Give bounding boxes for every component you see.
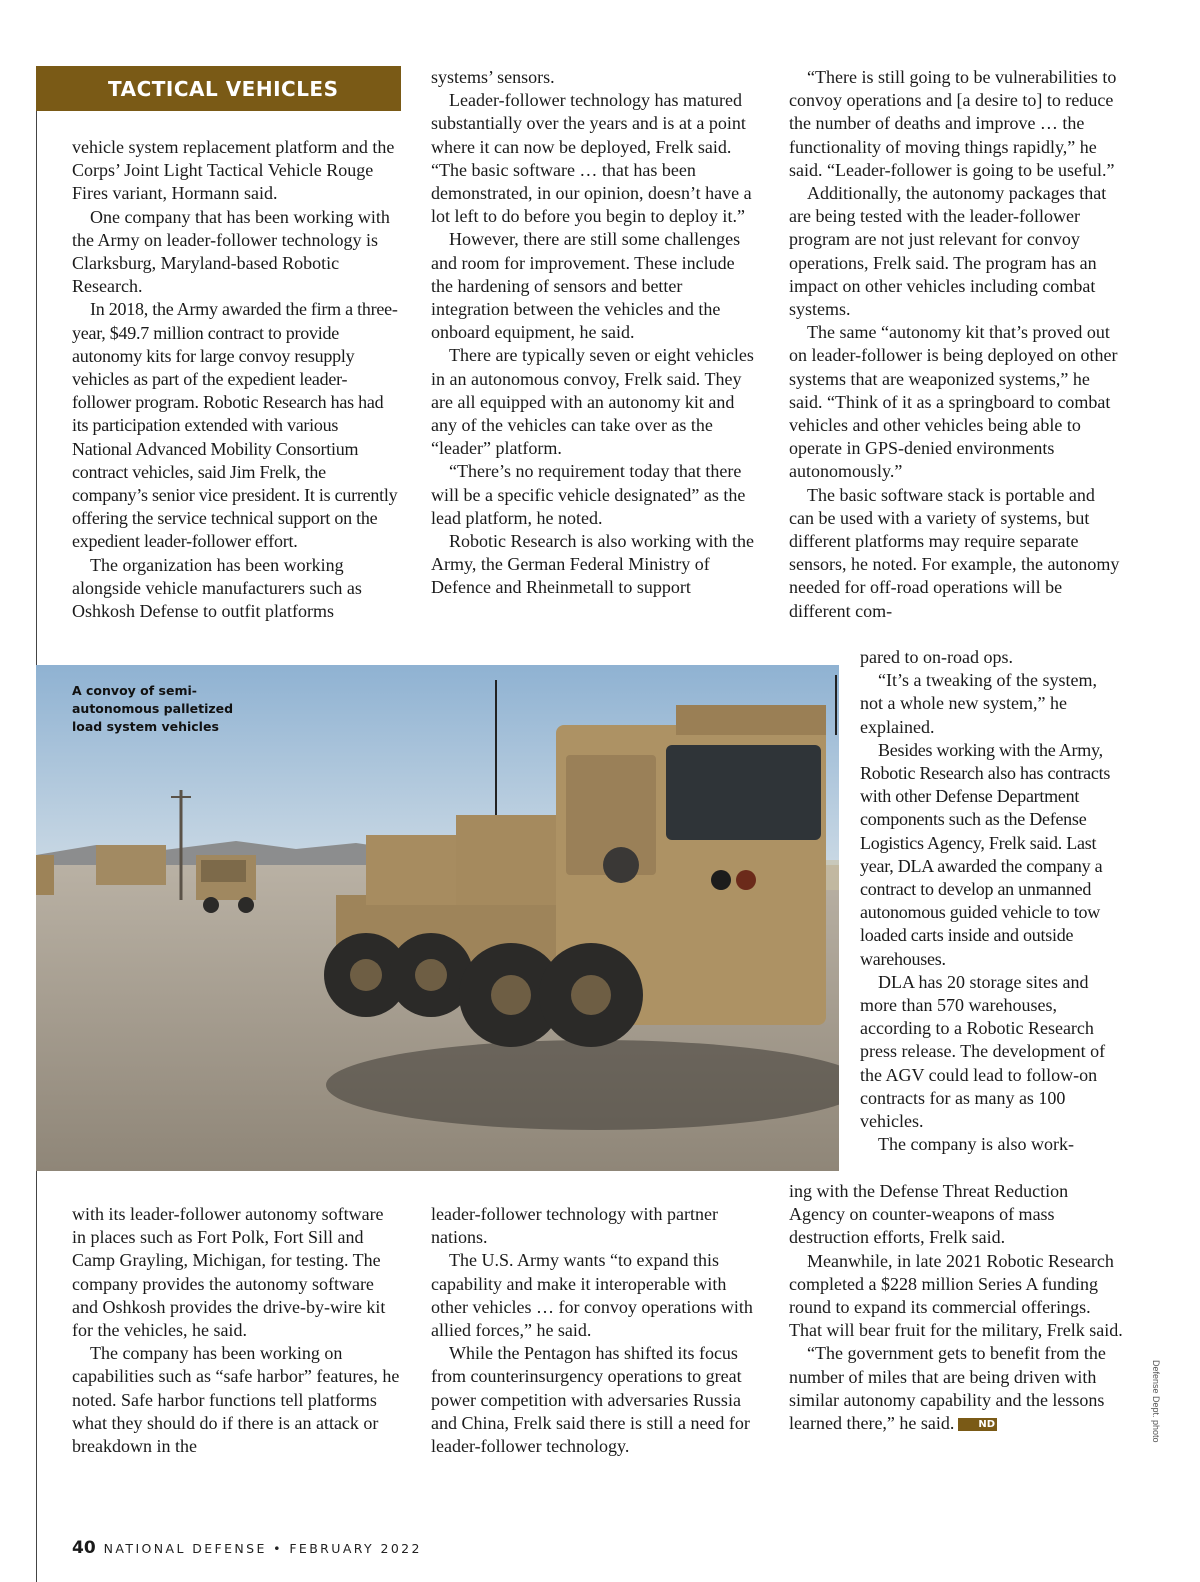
paragraph: The organization has been working alongside vehicle manufacturers such as Oshkosh Defense to outfit platforms [72,554,362,622]
column-1-bottom [72,1203,402,1458]
paragraph: pared to on-road ops. [860,647,1013,667]
paragraph-text: “The government gets to benefit from the number of miles that are being driven with similar autonomy capability and the lessons learned there,” he said. [789,1343,1106,1434]
paragraph: “It’s a tweaking of the system, not a whole new system,” he explained. [860,670,1097,737]
paragraph: The company has been working on capabilities such as “safe harbor” features, he noted. Safe harbor functions tell platforms what they should do if there is an attack or breakdown in the [72,1343,400,1457]
paragraph: However, there are still some challenges and room for improvement. These include the hardening of sensors and better integration between the vehicles and the onboard equipment, he said. [431,229,741,343]
paragraph: DLA has 20 storage sites and more than 570 warehouses, according to a Robotic Research press release. The development of the AGV could lead to follow-on contracts for as many as 100 vehicles. [860,971,1106,1132]
paragraph: leader-follower technology with partner nations. [431,1204,719,1248]
paragraph: The company is also work- [878,1134,1074,1155]
paragraph: vehicle system replacement platform and the Corps’ Joint Light Tactical Vehicle Rouge Fires variant, Hormann said. [72,137,395,204]
paragraph: There are typically seven or eight vehicles in an autonomous convoy, Frelk said. They are all equipped with an autonomy kit and any of the vehicles can take over as the “leader” platform. [431,345,754,459]
photo-caption: A convoy of semi-autonomous palletized load system vehicles [72,683,234,734]
column-3-bottom [789,1180,1123,1435]
end-mark-nd: ND [958,1418,997,1431]
column-2-top [431,66,761,600]
paragraph: The same “autonomy kit that’s proved out on leader-follower is being deployed on other systems that are weaponized systems,” he said. “Think of it as a springboard to combat vehicles and other vehicles being able to operate in GPS-denied environments autonomously.” [789,322,1118,482]
page-footer [72,1538,422,1558]
paragraph: “There’s no requirement today that there will be a specific vehicle designated” as the lead platform, he noted. [431,461,746,528]
column-3-top [789,66,1123,623]
paragraph: “There is still going to be vulnerabilities to convoy operations and [a desire to] to reduce the number of deaths and improve … the functionality of moving things rapidly,” he said. “Leader-follower is going to be useful.” [789,67,1117,180]
paragraph: In 2018, the Army awarded the firm a three-year, $49.7 million contract to provide autonomy kits for large convoy resupply vehicles as part of the expedient leader-follower program. Robotic Research has had its participation extended with various National Advanced Mobility Consortium contract vehicles, said Jim Frelk, the company’s senior vice president. It is currently offering the service technical support on the expedient leader-follower effort. [72,299,398,552]
column-1-top [72,136,402,623]
paragraph [789,1342,1123,1435]
paragraph: Meanwhile, in late 2021 Robotic Research completed a $228 million Series A funding round to expand its commercial offerings. That will bear fruit for the military, Frelk said. [789,1250,1123,1341]
column-2-bottom [431,1203,761,1458]
photo-credit: Defense Dept. photo [1151,1360,1161,1443]
paragraph: systems’ sensors. [431,67,555,87]
paragraph: Robotic Research is also working with the Army, the German Federal Ministry of Defence and Rheinmetall to support [431,531,754,598]
paragraph: Besides working with the Army, Robotic Research also has contracts with other Defense Department components such as the Defense Logistics Agency, Frelk said. Last year, DLA awarded the company a contract to develop an unmanned autonomous guided vehicle to tow loaded carts inside and outside warehouses. [860,739,1111,969]
convoy-photo [36,665,839,1171]
paragraph: The U.S. Army wants “to expand this capability and make it interoperable with other vehicles … for convoy operations with allied forces,” he said. [431,1250,753,1341]
paragraph: One company that has been working with the Army on leader-follower technology is Clarksburg, Maryland-based Robotic Research. [72,206,390,297]
column-3-wrap [860,646,1122,1156]
page-number: 40 [72,1538,96,1558]
convoy-illustration [36,665,839,1171]
paragraph: Leader-follower technology has matured substantially over the years and is at a point where it can now be deployed, Frelk said. “The basic software … that has been demonstrated, in our opinion, doesn’t have a lot left to do before you begin to deploy it.” [431,90,752,227]
paragraph: with its leader-follower autonomy software in places such as Fort Polk, Fort Sill and Camp Grayling, Michigan, for testing. The company provides the autonomy software and Oshkosh provides the drive-by-wire kit for the vehicles, he said. [72,1204,386,1341]
section-tag: TACTICAL VEHICLES [36,66,401,111]
paragraph: While the Pentagon has shifted its focus from counterinsurgency operations to great power competition with adversaries Russia and China, Frelk said there is still a need for leader-follower technology. [431,1343,750,1457]
paragraph: ing with the Defense Threat Reduction Agency on counter-weapons of mass destruction efforts, Frelk said. [789,1181,1069,1248]
masthead: NATIONAL DEFENSE • FEBRUARY 2022 [103,1541,422,1556]
paragraph: Additionally, the autonomy packages that are being tested with the leader-follower program are not just relevant for convoy operations, Frelk said. The program has an impact on other vehicles including combat systems. [789,183,1107,320]
paragraph: The basic software stack is portable and can be used with a variety of systems, but different platforms may require separate sensors, he noted. For example, the autonomy needed for off-road operations will be different com- [789,484,1120,621]
